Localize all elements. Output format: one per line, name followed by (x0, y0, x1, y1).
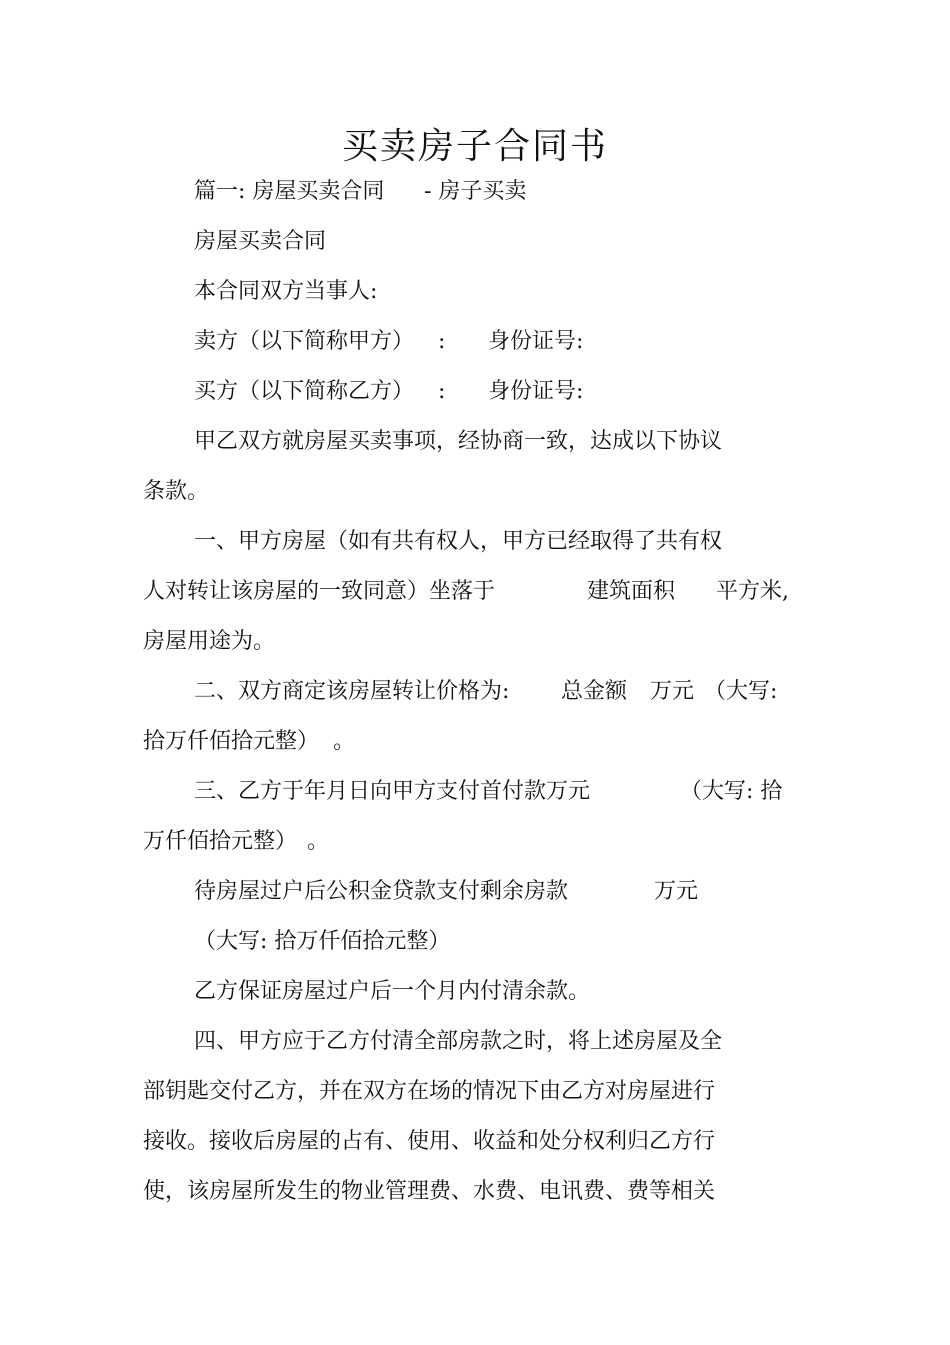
text-segment: 篇一: 房屋买卖合同 (194, 179, 385, 204)
text-segment: 拾万仟佰拾元整） (143, 729, 320, 754)
text-segment: 本合同双方当事人: (194, 279, 378, 304)
text-segment: 卖方（以下简称甲方） (194, 329, 415, 354)
text-segment: （大写: 拾万仟佰拾元整） (194, 929, 451, 954)
text-segment: 总金额 (561, 679, 628, 704)
text-segment: 四、甲方应于乙方付清全部房款之时，将上述房屋及全 (194, 1029, 723, 1054)
text-segment: 建筑面积 (587, 579, 676, 604)
text-segment: 乙方保证房屋过户后一个月内付清余款。 (194, 979, 591, 1004)
text-segment: 身份证号: (488, 329, 584, 354)
document-title: 买卖房子合同书 (341, 126, 608, 167)
text-segment: 万元 (650, 679, 695, 704)
text-segment: 房屋用途为。 (143, 629, 276, 654)
text-segment: 接收。接收后房屋的占有、使用、收益和处分权利归乙方行 (143, 1129, 716, 1154)
text-segment: 部钥匙交付乙方，并在双方在场的情况下由乙方对房屋进行 (143, 1079, 716, 1104)
text-segment: 买方（以下简称乙方） (194, 379, 415, 404)
text-segment: : (438, 379, 446, 404)
text-segment: 甲乙双方就房屋买卖事项，经协商一致，达成以下协议 (194, 429, 723, 454)
text-segment: 。 (307, 829, 330, 854)
text-segment: 一、甲方房屋（如有共有权人，甲方已经取得了共有权 (194, 529, 723, 554)
text-segment: : (438, 329, 446, 354)
text-segment: 身份证号: (488, 379, 584, 404)
text-segment: （大写: 拾 (680, 779, 783, 804)
text-segment: 三、乙方于年月日向甲方支付首付款万元 (194, 779, 591, 804)
text-segment: - 房子买卖 (424, 179, 527, 204)
text-segment: 条款。 (143, 479, 210, 504)
text-segment: 二、双方商定该房屋转让价格为: (194, 679, 510, 704)
text-segment: 待房屋过户后公积金贷款支付剩余房款 (194, 879, 569, 904)
text-segment: 。 (333, 729, 356, 754)
text-segment: （大写: (704, 679, 778, 704)
text-segment: 万元 (654, 879, 699, 904)
text-segment: 房屋买卖合同 (194, 229, 327, 254)
text-segment: 平方米, (716, 579, 789, 604)
text-segment: 使，该房屋所发生的物业管理费、水费、电讯费、费等相关 (143, 1179, 716, 1204)
text-segment: 人对转让该房屋的一致同意）坐落于 (143, 579, 496, 604)
text-segment: 万仟佰拾元整） (143, 829, 298, 854)
